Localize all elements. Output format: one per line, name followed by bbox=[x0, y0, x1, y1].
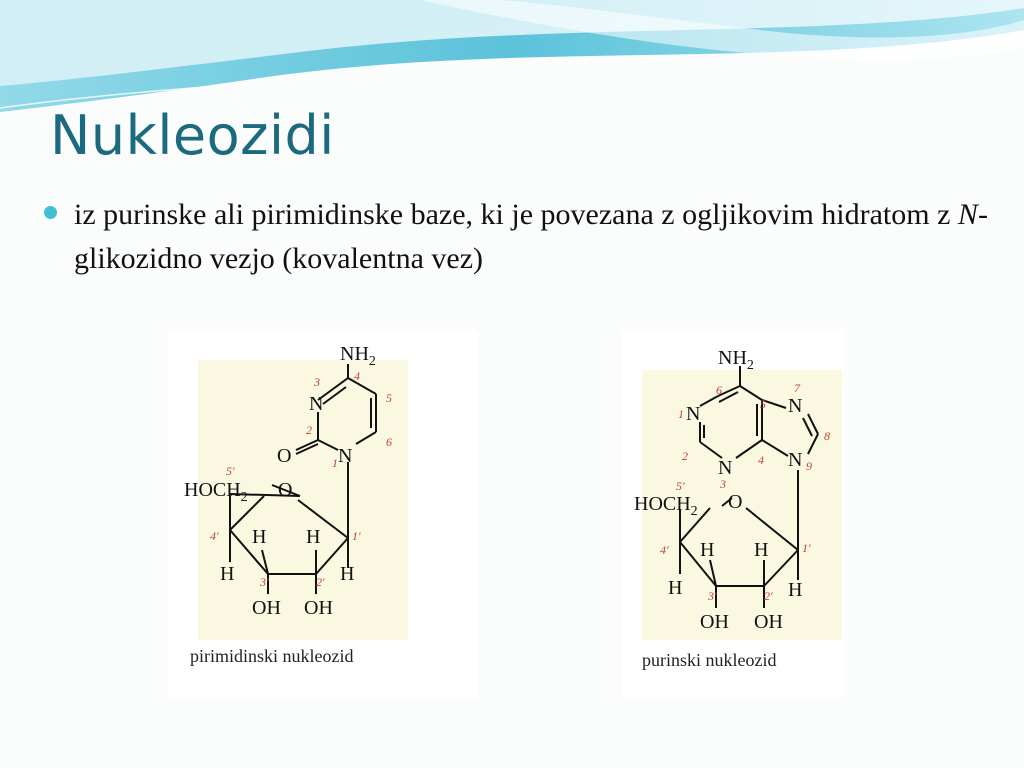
pos-5-prime: 5′ bbox=[226, 464, 235, 478]
slide-title: Nukleozidi bbox=[50, 104, 335, 167]
bullet-text-part1: iz purinske ali pirimidinske baze, ki je povezana z ogljikovim hidratom z bbox=[74, 198, 958, 231]
h-label-b: H bbox=[306, 526, 321, 548]
pos-3: 3 bbox=[314, 375, 320, 389]
pos-6: 6 bbox=[716, 383, 722, 397]
pyrimidine-caption: pirimidinski nukleozid bbox=[190, 646, 354, 666]
h-label-c: H bbox=[668, 577, 683, 599]
purine-nucleoside-figure bbox=[622, 330, 844, 698]
bullet-dot-icon bbox=[44, 206, 57, 219]
pos-1: 1 bbox=[332, 456, 338, 470]
pos-3: 3 bbox=[720, 477, 726, 491]
h-label-a: H bbox=[700, 539, 715, 561]
h-label-d: H bbox=[340, 563, 355, 585]
pos-1: 1 bbox=[678, 407, 684, 421]
pos-2-prime: 2′ bbox=[764, 589, 773, 603]
pos-2: 2 bbox=[682, 449, 688, 463]
pos-8: 8 bbox=[824, 429, 830, 443]
n3-label: N bbox=[718, 457, 733, 479]
pos-2-prime: 2′ bbox=[316, 575, 325, 589]
pos-2: 2 bbox=[306, 423, 312, 437]
hoch2-label: $HOCH_2$ bbox=[634, 493, 698, 519]
h-label-d: H bbox=[788, 579, 803, 601]
hoch2-label: $HOCH_2$ bbox=[184, 479, 248, 505]
pos-3-prime: 3′ bbox=[260, 575, 269, 589]
pos-4-prime: 4′ bbox=[210, 529, 219, 543]
pos-4-prime: 4′ bbox=[660, 543, 669, 557]
bullet-text-part2: -glikozidno vezjo (kovalentna vez) bbox=[74, 198, 988, 275]
n9-label: N bbox=[788, 449, 803, 471]
oh-label-b: OH bbox=[304, 597, 333, 619]
h-label-a: H bbox=[252, 526, 267, 548]
bullet-text-italic: N bbox=[957, 198, 978, 231]
ring-o-label: O bbox=[728, 491, 743, 513]
nh2-label: $NH_2$ bbox=[340, 343, 376, 369]
n3-label: N bbox=[309, 393, 324, 415]
pos-9: 9 bbox=[806, 459, 812, 473]
pos-4: 4 bbox=[758, 453, 764, 467]
pos-7: 7 bbox=[794, 381, 800, 395]
pos-6: 6 bbox=[386, 435, 392, 449]
pos-5: 5 bbox=[386, 391, 392, 405]
purine-structure-drawing bbox=[622, 330, 844, 698]
pos-3-prime: 3′ bbox=[708, 589, 717, 603]
header-wave-decoration bbox=[0, 0, 1024, 120]
bullet-item bbox=[44, 193, 1014, 281]
pyrimidine-structure-drawing bbox=[168, 330, 478, 698]
h-label-b: H bbox=[754, 539, 769, 561]
pyrimidine-nucleoside-figure bbox=[168, 330, 478, 698]
n1-label: N bbox=[686, 403, 701, 425]
oh-label-a: OH bbox=[252, 597, 281, 619]
ring-o-label: O bbox=[278, 479, 293, 501]
pos-1-prime: 1′ bbox=[802, 541, 811, 555]
n1-label: N bbox=[338, 445, 353, 467]
bullet-text bbox=[74, 193, 1014, 281]
purine-caption: purinski nukleozid bbox=[642, 650, 777, 670]
n7-label: N bbox=[788, 395, 803, 417]
pos-5-prime: 5′ bbox=[676, 479, 685, 493]
pos-5: 5 bbox=[760, 397, 766, 411]
oh-label-a: OH bbox=[700, 611, 729, 633]
pos-1-prime: 1′ bbox=[352, 529, 361, 543]
carbonyl-o-label: O bbox=[277, 445, 292, 467]
oh-label-b: OH bbox=[754, 611, 783, 633]
h-label-c: H bbox=[220, 563, 235, 585]
pos-4: 4 bbox=[354, 369, 360, 383]
nh2-label: $NH_2$ bbox=[718, 347, 754, 373]
